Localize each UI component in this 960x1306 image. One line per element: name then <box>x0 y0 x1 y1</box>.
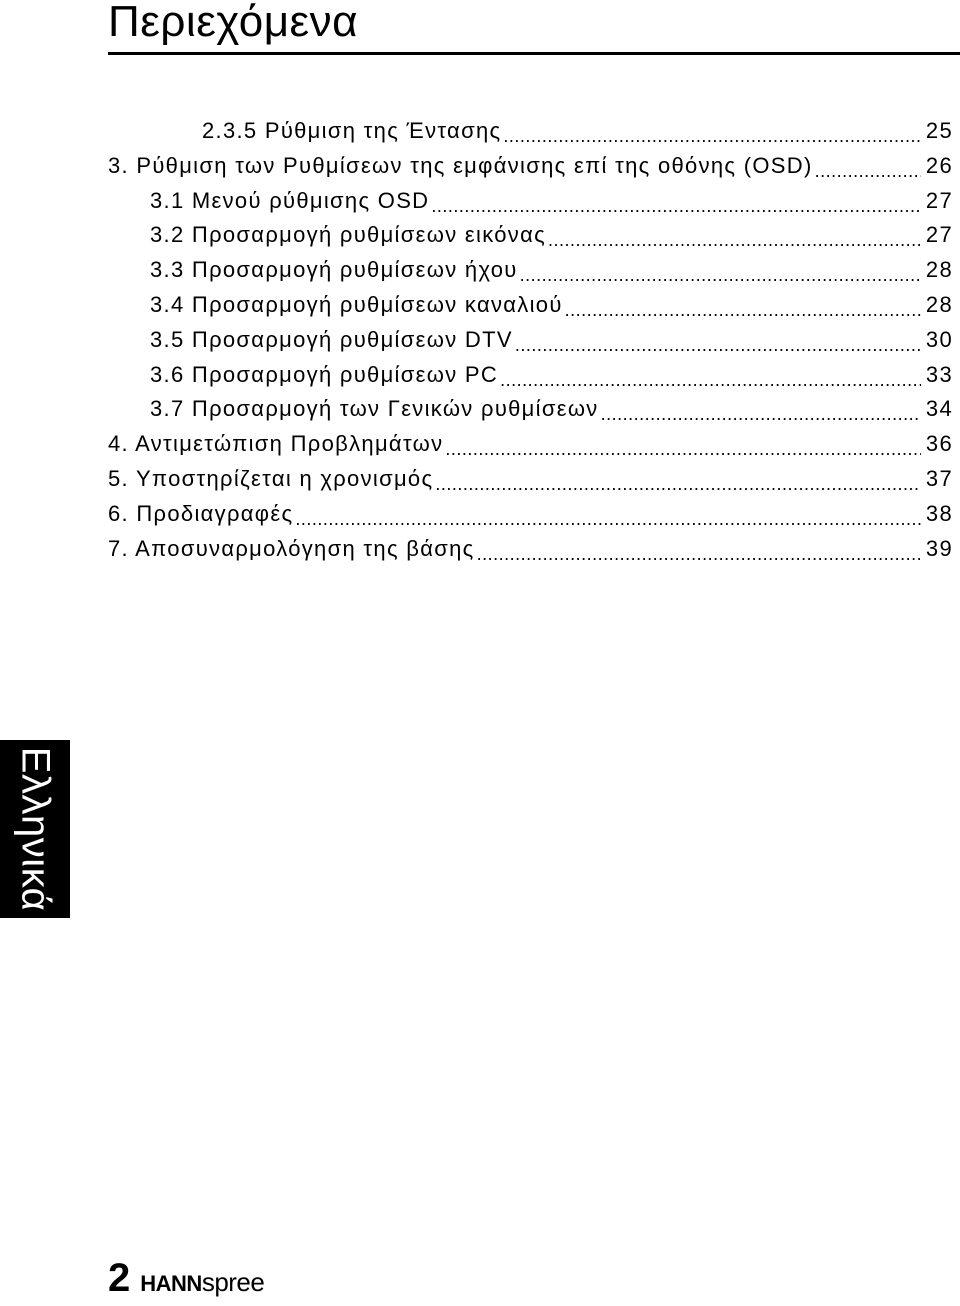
toc-entry-label: 3.2 Προσαρμογή ρυθμίσεων εικόνας <box>150 222 547 248</box>
toc-entry-page-number: 34 <box>925 396 953 422</box>
dot-leader <box>565 303 921 322</box>
toc-entry-label: 3.7 Προσαρμογή των Γενικών ρυθμίσεων <box>150 396 599 422</box>
toc-entry-label: 3. Ρύθμιση των Ρυθμίσεων της εμφάνισης επί της οθόνης (OSD) <box>108 152 813 178</box>
dot-leader <box>515 338 921 357</box>
page-title: Περιεχόμενα <box>108 0 359 46</box>
toc-entry-label: 2.3.5 Ρύθμιση της Έντασης <box>202 118 502 143</box>
dot-leader <box>445 442 921 461</box>
brand-logo <box>140 1260 264 1306</box>
toc-entry-label: 7. Αποσυναρμολόγηση της βάσης <box>108 535 475 561</box>
dot-leader <box>548 233 921 252</box>
toc-entry[interactable] <box>0 218 960 252</box>
toc-entry-page-number: 36 <box>925 431 953 457</box>
toc-entry-label: 5. Υποστηρίζεται η χρονισμός <box>108 465 434 491</box>
toc-entry-page-number: 37 <box>925 465 953 491</box>
dot-leader <box>500 373 921 392</box>
toc-entry[interactable] <box>0 149 960 183</box>
dot-leader <box>477 547 921 566</box>
toc-entry-label: 6. Προδιαγραφές <box>108 500 294 526</box>
toc-entry-label: 4. Αντιμετώπιση Προβλημάτων <box>108 431 444 457</box>
language-tab-label: Ελληνικά <box>13 746 58 912</box>
toc-entry-page-number: 27 <box>925 222 953 248</box>
toc-entry-page-number: 27 <box>925 187 953 213</box>
toc-entry[interactable] <box>0 184 960 218</box>
toc-entry-label: 3.1 Μενού ρύθμισης OSD <box>150 187 430 213</box>
dot-leader <box>435 477 921 496</box>
toc-entry-page-number: 26 <box>925 152 953 178</box>
toc-entry-page-number: 28 <box>925 291 953 317</box>
dot-leader <box>431 199 921 218</box>
toc-entry-page-number: 38 <box>925 500 953 526</box>
page-footer <box>108 1256 264 1300</box>
toc-entry[interactable] <box>0 392 960 426</box>
toc-entry[interactable] <box>0 462 960 496</box>
toc-entry[interactable] <box>0 427 960 461</box>
toc-entry-page-number: 33 <box>925 361 953 387</box>
title-divider <box>108 52 960 55</box>
toc-entry-page-number: 30 <box>925 326 953 352</box>
toc-entry[interactable] <box>0 358 960 392</box>
toc-entry-label: 3.4 Προσαρμογή ρυθμίσεων καναλιού <box>150 291 563 317</box>
brand-logo-light: spree <box>201 1267 265 1297</box>
toc-entry-page-number: 39 <box>925 535 953 561</box>
page-number: 2 <box>108 1256 131 1300</box>
toc-entry-label: 3.3 Προσαρμογή ρυθμίσεων ήχου <box>150 257 518 283</box>
brand-logo-bold: HANN <box>140 1271 202 1296</box>
toc-entry[interactable] <box>0 253 960 287</box>
dot-leader <box>295 512 921 531</box>
dot-leader <box>815 164 921 183</box>
dot-leader <box>503 129 921 148</box>
table-of-contents <box>0 114 960 566</box>
toc-entry[interactable] <box>0 114 960 148</box>
toc-entry-label: 3.5 Προσαρμογή ρυθμίσεων DTV <box>150 326 513 352</box>
dot-leader <box>520 268 921 287</box>
toc-entry-label: 3.6 Προσαρμογή ρυθμίσεων PC <box>150 361 499 387</box>
language-tab <box>0 740 70 918</box>
dot-leader <box>601 407 921 426</box>
toc-entry[interactable] <box>0 532 960 566</box>
toc-entry-page-number: 25 <box>925 118 953 143</box>
toc-entry[interactable] <box>0 323 960 357</box>
toc-entry-page-number: 28 <box>925 257 953 283</box>
toc-entry[interactable] <box>0 288 960 322</box>
toc-entry[interactable] <box>0 497 960 531</box>
